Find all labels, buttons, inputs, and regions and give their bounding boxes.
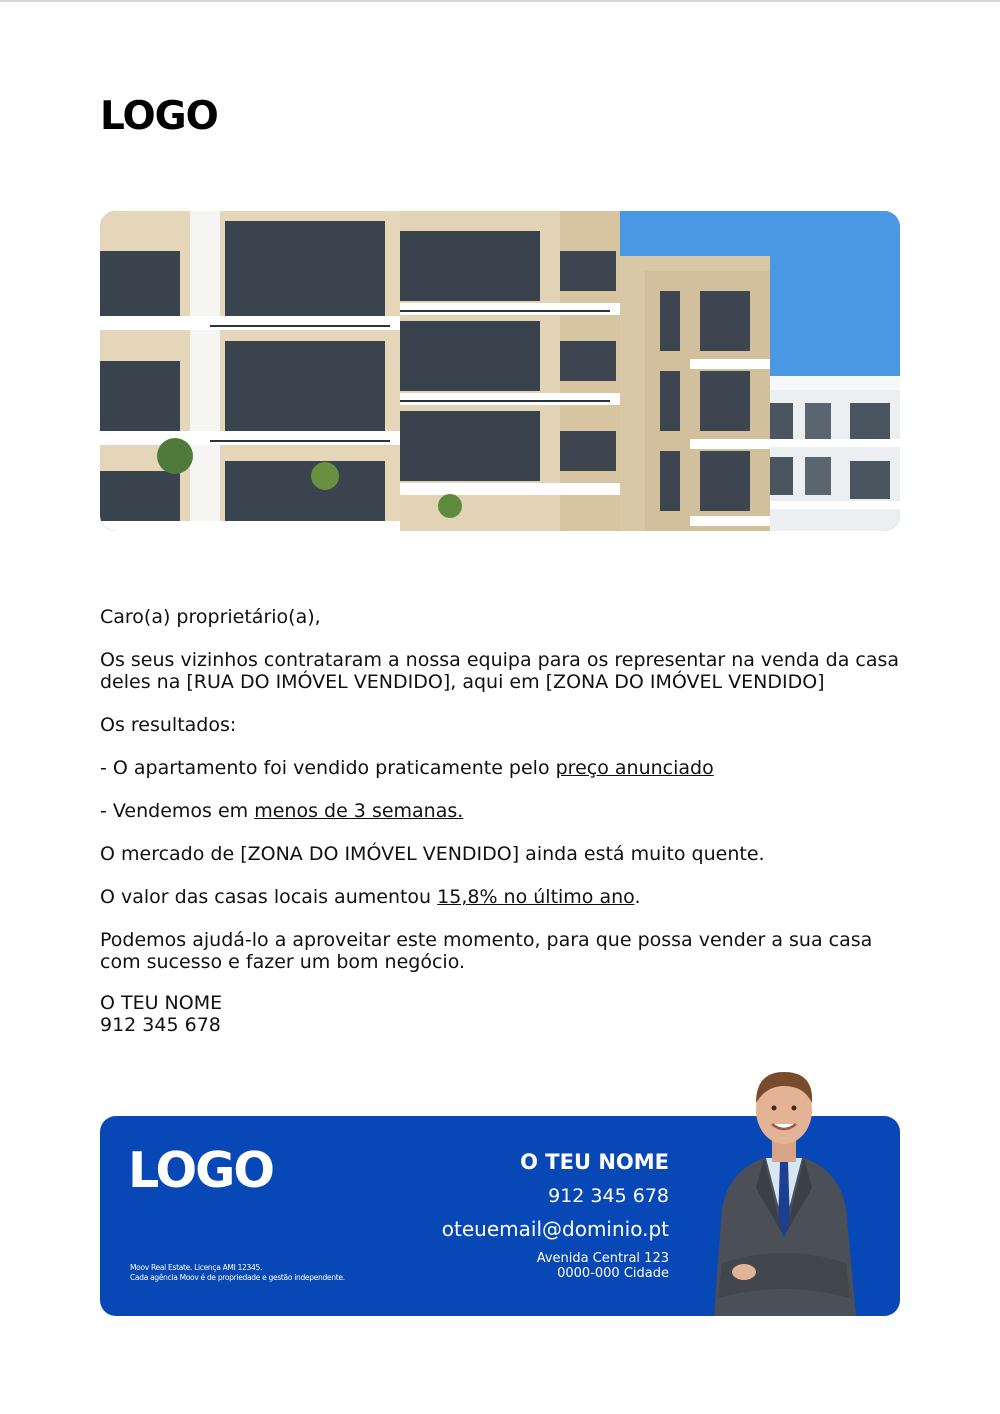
legal-line-2: Cada agência Moov é de propriedade e gestão independente. [130, 1273, 345, 1282]
result-item-time [100, 800, 910, 822]
signature-name: O TEU NOME [100, 992, 223, 1014]
agent-photo [704, 1058, 864, 1316]
address-line-1: Avenida Central 123 [536, 1251, 669, 1266]
result-item-price [100, 757, 910, 779]
agent-address [442, 1251, 669, 1281]
address-line-2: 0000-000 Cidade [557, 1266, 669, 1281]
signature [100, 992, 910, 1036]
agent-contact [442, 1148, 669, 1281]
agent-phone[interactable]: 912 345 678 [548, 1185, 669, 1207]
result-time-highlight: menos de 3 semanas. [254, 800, 464, 822]
value-text: O valor das casas locais aumentou [100, 886, 438, 908]
value-paragraph [100, 886, 910, 908]
legal-notice [130, 1263, 345, 1283]
result-price-highlight: preço anunciado [555, 757, 714, 779]
letter-body [100, 606, 910, 1036]
header-logo: LOGO [100, 94, 218, 139]
intro-paragraph: Os seus vizinhos contrataram a nossa equipa para os representar na venda da casa deles na [RUA DO IMÓVEL VENDIDO], aqui em [ZONA DO IMÓVEL VENDIDO] [100, 649, 900, 693]
value-highlight: 15,8% no último ano [437, 886, 635, 908]
greeting: Caro(a) proprietário(a), [100, 606, 321, 628]
signature-phone: 912 345 678 [100, 1014, 221, 1036]
result-price-text: - O apartamento foi vendido praticamente pelo [100, 757, 556, 779]
legal-line-1: Moov Real Estate. Licença AMI 12345. [130, 1263, 263, 1272]
result-time-text: - Vendemos em [100, 800, 255, 822]
agent-contact-card [100, 1116, 900, 1316]
agent-email[interactable]: oteuemail@dominio.pt [441, 1217, 669, 1241]
results-heading: Os resultados: [100, 714, 237, 736]
agent-name: O TEU NOME [520, 1150, 669, 1174]
hero-building-photo [100, 211, 900, 531]
market-paragraph: O mercado de [ZONA DO IMÓVEL VENDIDO] ainda está muito quente. [100, 843, 765, 865]
value-suffix: . [634, 886, 641, 908]
footer-logo: LOGO [128, 1142, 274, 1199]
top-divider [0, 0, 1000, 2]
help-paragraph: Podemos ajudá-lo a aproveitar este momento, para que possa vender a sua casa com sucesso e fazer um bom negócio. [100, 929, 873, 973]
